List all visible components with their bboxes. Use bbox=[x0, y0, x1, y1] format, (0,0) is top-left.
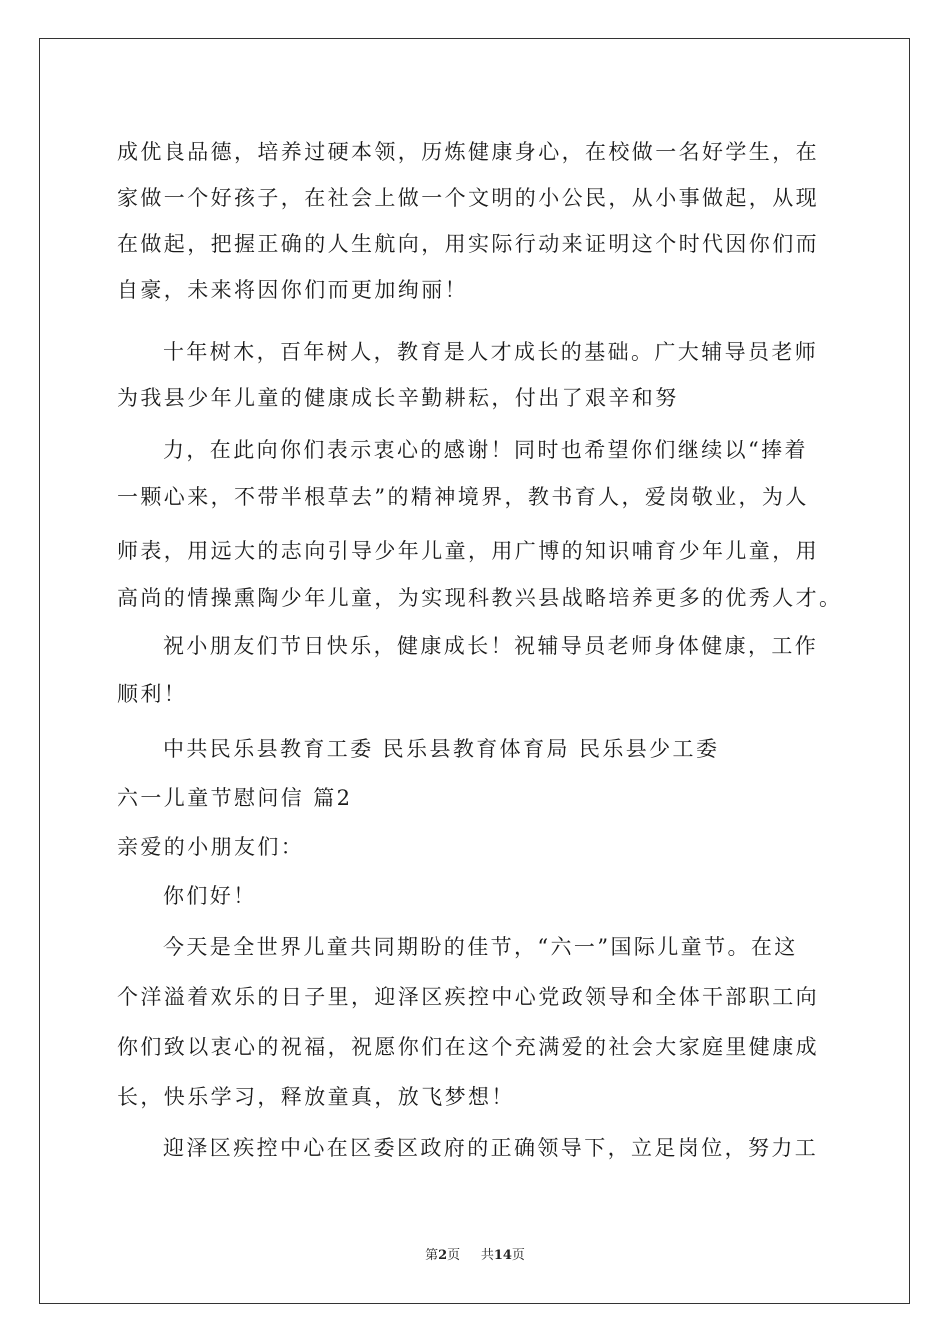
body-line: 今天是全世界儿童共同期盼的佳节，“六一”国际儿童节。在这 bbox=[163, 935, 798, 959]
body-line: 在做起，把握正确的人生航向，用实际行动来证明这个时代因你们而 bbox=[117, 232, 819, 256]
body-line: 师表，用远大的志向引导少年儿童，用广博的知识哺育少年儿童，用 bbox=[117, 539, 819, 563]
page-frame bbox=[39, 38, 910, 1304]
salutation: 亲爱的小朋友们： bbox=[117, 835, 305, 859]
greeting: 你们好！ bbox=[163, 884, 257, 908]
page-footer bbox=[0, 1247, 950, 1265]
total-pages: 14 bbox=[493, 1248, 512, 1263]
body-line: 一颗心来，不带半根草去”的精神境界，教书育人，爱岗敬业，为人 bbox=[117, 485, 809, 509]
body-line: 迎泽区疾控中心在区委区政府的正确领导下，立足岗位，努力工 bbox=[163, 1136, 819, 1160]
body-line: 个洋溢着欢乐的日子里，迎泽区疾控中心党政领导和全体干部职工向 bbox=[117, 985, 819, 1009]
body-line: 家做一个好孩子，在社会上做一个文明的小公民，从小事做起，从现 bbox=[117, 186, 819, 210]
body-line: 十年树木，百年树人，教育是人才成长的基础。广大辅导员老师 bbox=[163, 340, 819, 364]
page-number: 2 bbox=[438, 1248, 448, 1263]
body-line: 你们致以衷心的祝福，祝愿你们在这个充满爱的社会大家庭里健康成 bbox=[117, 1035, 819, 1059]
body-line: 祝小朋友们节日快乐，健康成长！祝辅导员老师身体健康，工作 bbox=[163, 634, 819, 658]
body-line: 为我县少年儿童的健康成长辛勤耕耘，付出了艰辛和努 bbox=[117, 386, 679, 410]
page-label-suffix: 页 bbox=[447, 1248, 461, 1263]
body-line: 长，快乐学习，释放童真，放飞梦想！ bbox=[117, 1085, 515, 1109]
body-line: 力，在此向你们表示衷心的感谢！同时也希望你们继续以“捧着 bbox=[163, 438, 808, 462]
body-line: 成优良品德，培养过硬本领，历炼健康身心，在校做一名好学生，在 bbox=[117, 140, 819, 164]
total-label-prefix: 共 bbox=[480, 1248, 494, 1263]
body-line: 高尚的情操熏陶少年儿童，为实现科教兴县战略培养更多的优秀人才。 bbox=[117, 586, 843, 610]
section-heading: 六一儿童节慰问信 篇2 bbox=[117, 786, 353, 810]
page-label-prefix: 第 bbox=[425, 1248, 439, 1263]
total-label-suffix: 页 bbox=[511, 1248, 525, 1263]
body-line: 自豪，未来将因你们而更加绚丽！ bbox=[117, 278, 468, 302]
body-line: 顺利！ bbox=[117, 682, 188, 706]
signature-line: 中共民乐县教育工委 民乐县教育体育局 民乐县少工委 bbox=[163, 737, 720, 761]
